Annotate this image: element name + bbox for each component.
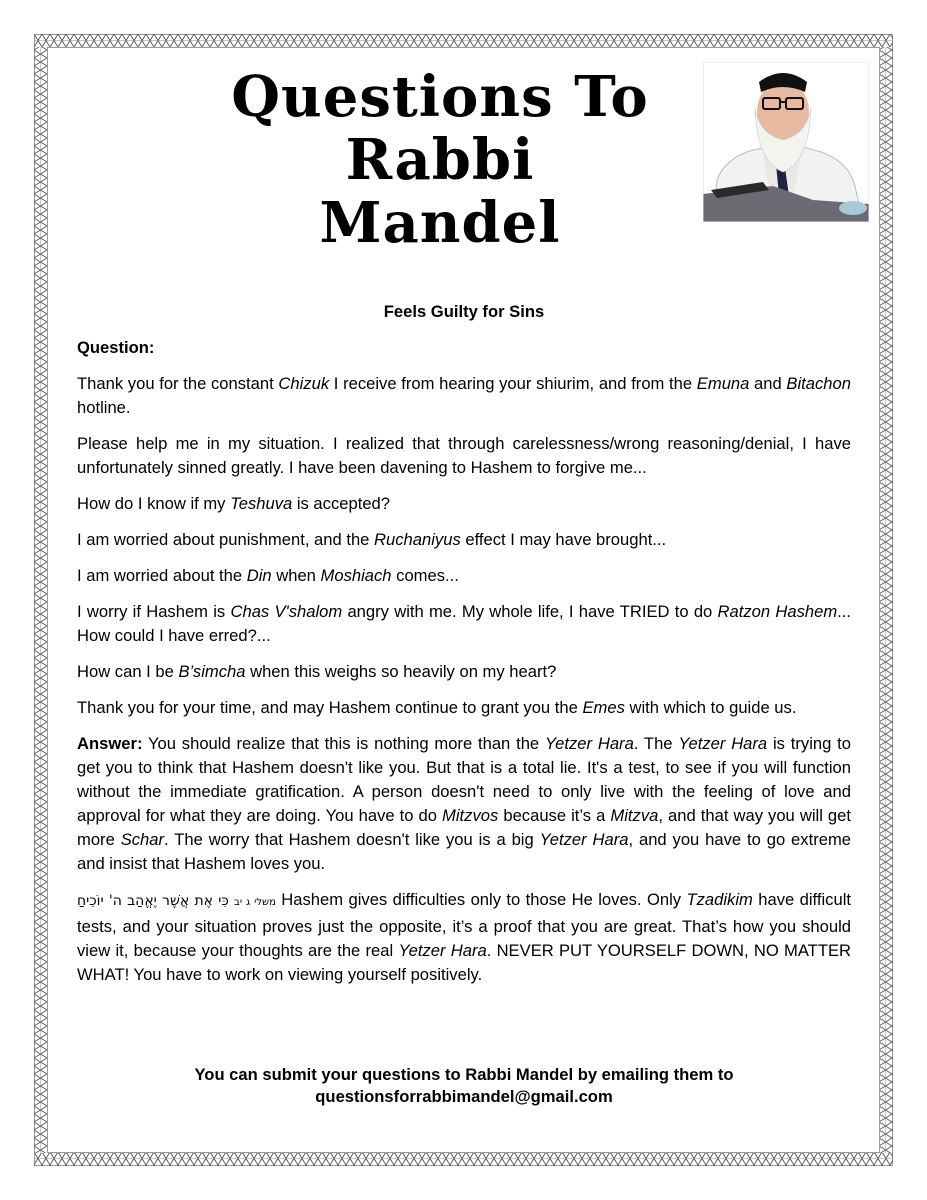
text-run: , and you have to go extreme and insist that Hashem loves you. <box>77 830 851 873</box>
hebrew-verse-reference: משלי ג יב <box>234 897 276 908</box>
question-paragraph-3 <box>77 492 851 516</box>
term-italic: Bitachon <box>786 374 851 393</box>
term-italic: Mitzva <box>610 806 659 825</box>
footer-email[interactable]: questionsforrabbimandel@gmail.com <box>315 1087 613 1106</box>
text-run: when this weighs so heavily on my heart? <box>245 662 557 681</box>
text-run: have difficult tests, and your situation proves just the opposite, it’s a proof that you are great. That’s how you should view it, because your thoughts are the real <box>77 890 851 960</box>
text-run: , and that way you will get more <box>77 806 851 849</box>
term-italic: Teshuva <box>230 494 293 513</box>
text-run: I am worried about punishment, and the <box>77 530 375 549</box>
term-italic: Ratzon Hashem <box>717 602 838 621</box>
text-run: . The <box>633 734 679 753</box>
text-run: effect I may have brought... <box>460 530 667 549</box>
term-italic: Mitzvos <box>442 806 499 825</box>
question-paragraph-4 <box>77 528 851 552</box>
term-italic: Din <box>246 566 272 585</box>
term-italic: B’simcha <box>178 662 246 681</box>
text-run: Thank you for your time, and may Hashem continue to grant you the <box>77 698 583 717</box>
answer-paragraph-1 <box>77 732 851 876</box>
text-run: How do I know if my <box>77 494 231 513</box>
question-paragraph-2: Please help me in my situation. I realized that through carelessness/wrong reasoning/denial, I have unfortunately sinned greatly. I have been davening to Hashem to forgive me... <box>77 434 851 477</box>
term-italic: Emuna <box>696 374 750 393</box>
term-italic: Yetzer Hara <box>678 734 768 753</box>
question-paragraph-8 <box>77 696 851 720</box>
term-italic: Chizuk <box>278 374 330 393</box>
term-italic: Yetzer Hara <box>539 830 629 849</box>
text-run: I receive from hearing your shiurim, and from the <box>329 374 697 393</box>
term-italic: Schar <box>120 830 165 849</box>
title-line-3: Mandel <box>319 190 561 256</box>
term-italic: Yetzer Hara <box>544 734 634 753</box>
text-run: because it’s a <box>498 806 611 825</box>
text-run: You should realize that this is nothing more than the <box>142 734 545 753</box>
term-italic: Chas V'shalom <box>230 602 343 621</box>
article-body <box>77 300 851 999</box>
text-run: Thank you for the constant <box>77 374 279 393</box>
text-run: when <box>271 566 321 585</box>
text-run: is accepted? <box>292 494 390 513</box>
answer-label: Answer: <box>77 734 143 753</box>
question-paragraph-7 <box>77 660 851 684</box>
text-run: . NEVER PUT YOURSELF DOWN, NO MATTER WHAT! You have to work on viewing yourself positively. <box>77 941 852 984</box>
question-paragraph-6 <box>77 600 851 648</box>
text-run: angry with me. My whole life, I have TRIED to do <box>342 602 718 621</box>
term-italic: Emes <box>582 698 625 717</box>
article-heading: Feels Guilty for Sins <box>383 302 545 321</box>
question-paragraph-1 <box>77 372 851 420</box>
term-italic: Yetzer Hara <box>398 941 487 960</box>
submission-footer <box>77 1064 851 1108</box>
text-run: is trying to get you to think that Hashem doesn't like you. But that is a total lie. It's a test, to see if you will function without the immediate gratification. A person doesn't need to only live with the feeling of love and approval for what they are doing. You have to do <box>77 734 852 825</box>
question-label: Question: <box>77 338 155 357</box>
text-run: ... How could I have erred?... <box>77 602 852 645</box>
text-run: with which to guide us. <box>624 698 797 717</box>
term-italic: Ruchaniyus <box>374 530 461 549</box>
text-run: Hashem gives difficulties only to those He loves. Only <box>275 890 687 909</box>
text-run: hotline. <box>77 398 131 417</box>
text-run: How can I be <box>77 662 179 681</box>
hebrew-verse <box>77 893 276 909</box>
term-italic: Moshiach <box>320 566 392 585</box>
hebrew-verse-text: כִּי אֶת אֲשֶׁר יֶאֱהַב ה' יוֹכִיחַ <box>77 893 229 909</box>
question-paragraph-5 <box>77 564 851 588</box>
text-run: I worry if Hashem is <box>77 602 231 621</box>
footer-line-1: You can submit your questions to Rabbi Mandel by emailing them to <box>194 1065 734 1084</box>
term-italic: Tzadikim <box>686 890 753 909</box>
text-run: . The worry that Hashem doesn't like you is a big <box>164 830 540 849</box>
rabbi-photo <box>703 62 869 222</box>
text-run: and <box>749 374 787 393</box>
title-line-2: Rabbi <box>345 127 535 193</box>
text-run: comes... <box>391 566 459 585</box>
answer-paragraph-2 <box>77 888 851 987</box>
title-line-1: Questions To <box>231 64 649 130</box>
page-title <box>200 66 680 255</box>
text-run: I am worried about the <box>77 566 247 585</box>
